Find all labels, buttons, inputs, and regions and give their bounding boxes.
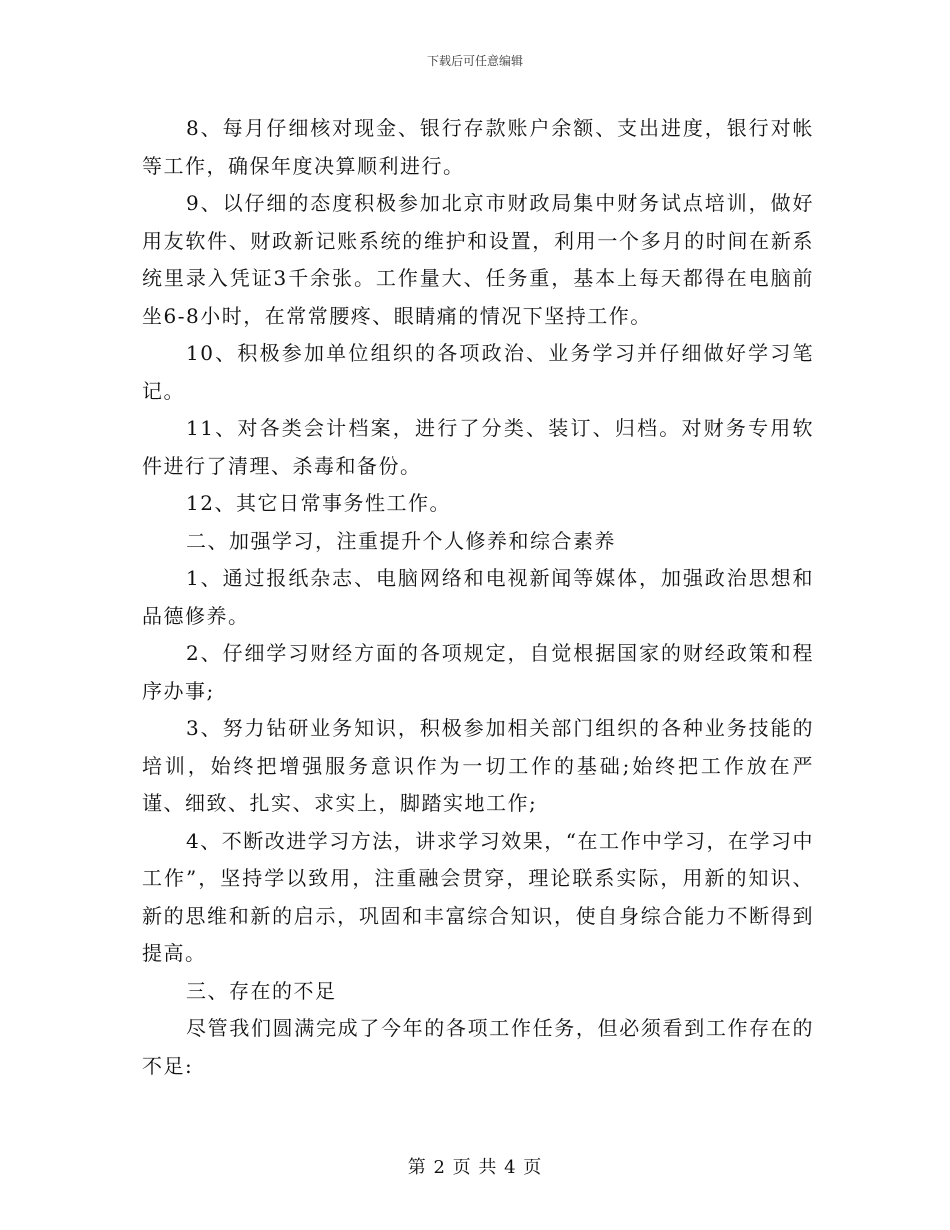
paragraph-item-12: 12、其它日常事务性工作。 [186, 491, 451, 515]
paragraph-shortcomings-intro: 尽管我们圆满完成了今年的各项工作任务，但必须看到工作存在的不足: [142, 1016, 814, 1078]
paragraph-study-1: 1、通过报纸杂志、电脑网络和电视新闻等媒体，加强政治思想和品德修养。 [142, 566, 814, 628]
paragraph-item-8: 8、每月仔细核对现金、银行存款账户余额、支出进度，银行对帐等工作，确保年度决算顺利进行。 [142, 116, 814, 178]
paragraph-item-10: 10、积极参加单位组织的各项政治、业务学习并仔细做好学习笔记。 [142, 341, 814, 403]
page-footer: 第 2 页 共 4 页 [407, 1157, 543, 1178]
paragraph-item-9: 9、以仔细的态度积极参加北京市财政局集中财务试点培训，做好用友软件、财政新记账系统的维护和设置，利用一个多月的时间在新系统里录入凭证3千余张。工作量大、任务重，基本上每天都得在电脑前坐6-8小时，在常常腰疼、眼睛痛的情况下坚持工作。 [142, 191, 814, 328]
section-heading-shortcomings: 三、存在的不足 [186, 978, 337, 1003]
paragraph-item-11: 11、对各类会计档案，进行了分类、装订、归档。对财务专用软件进行了清理、杀毒和备份。 [142, 416, 814, 478]
paragraph-study-2: 2、仔细学习财经方面的各项规定，自觉根据国家的财经政策和程序办事; [142, 641, 814, 703]
paragraph-study-4: 4、不断改进学习方法，讲求学习效果，“在工作中学习，在学习中工作”，坚持学以致用，注重融会贯穿，理论联系实际，用新的知识、新的思维和新的启示，巩固和丰富综合知识，使自身综合能力不断得到提高。 [142, 828, 814, 965]
page-header: 下载后可任意编辑 [426, 54, 523, 68]
document-body [142, 110, 814, 1085]
section-heading-study: 二、加强学习，注重提升个人修养和综合素养 [186, 528, 616, 553]
paragraph-study-3: 3、努力钻研业务知识，积极参加相关部门组织的各种业务技能的培训，始终把增强服务意识作为一切工作的基础;始终把工作放在严谨、细致、扎实、求实上，脚踏实地工作; [142, 716, 814, 815]
